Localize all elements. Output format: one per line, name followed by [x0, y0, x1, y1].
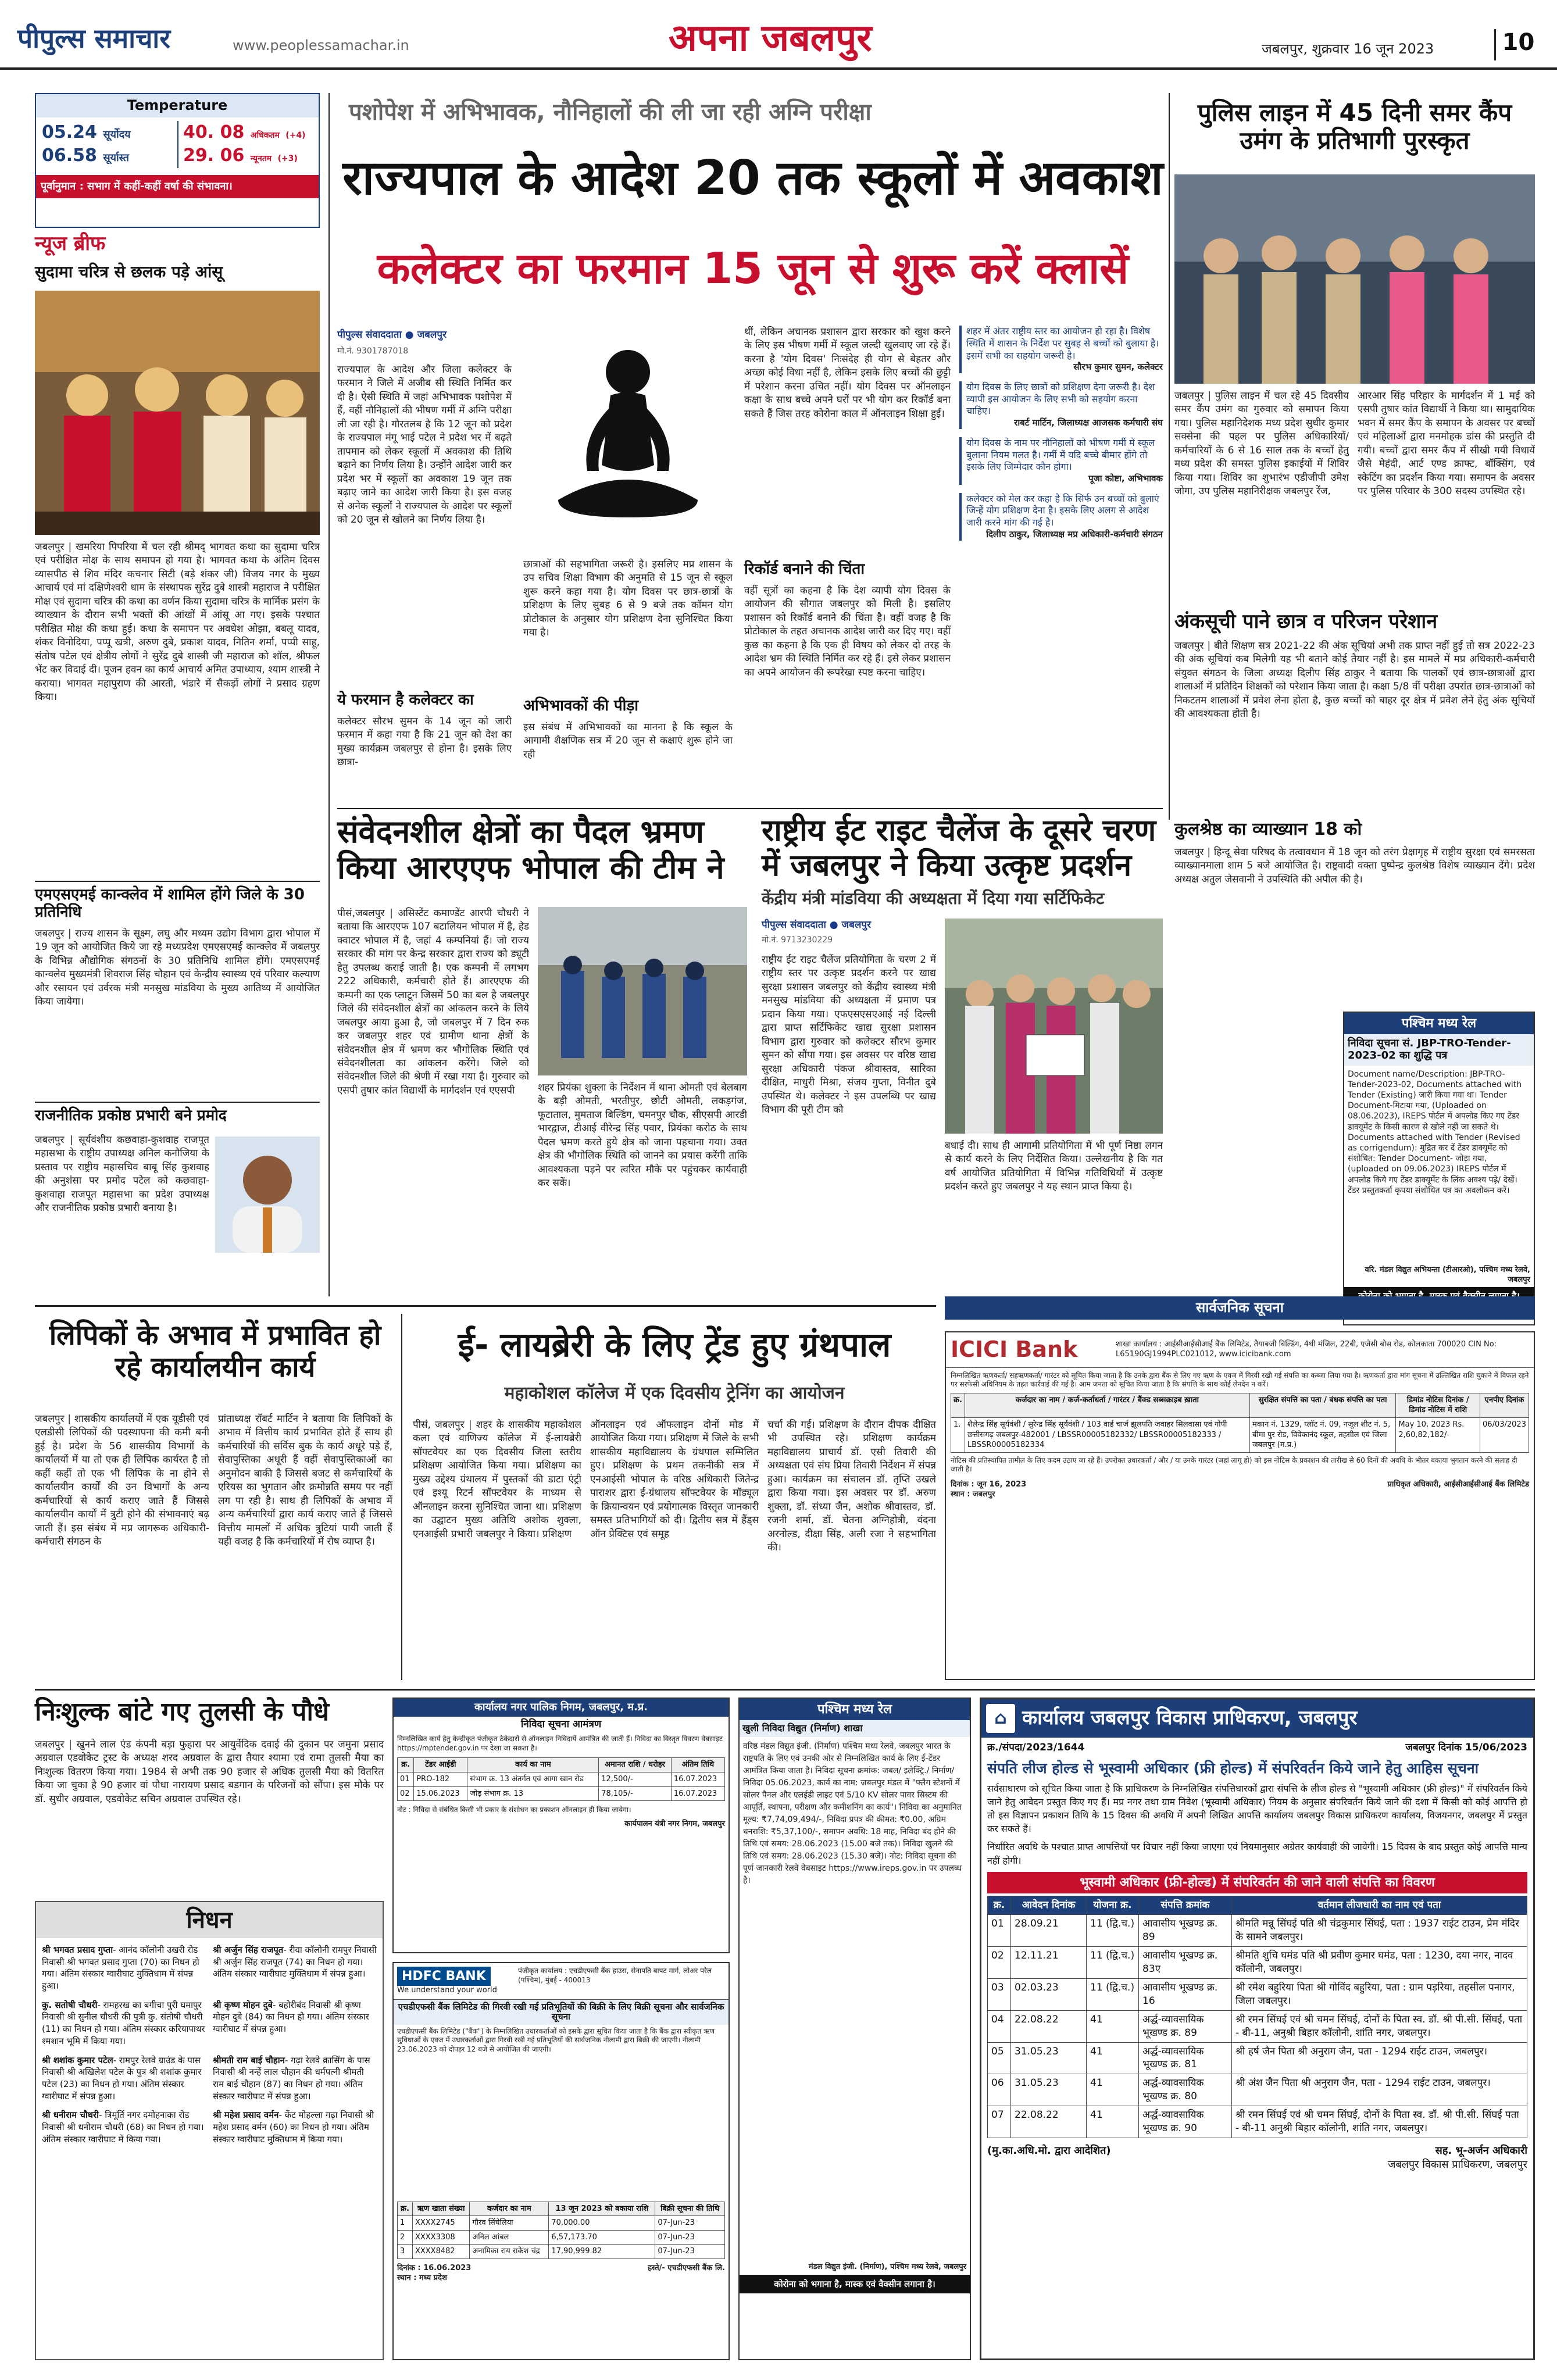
hdfc-logo: HDFC BANK [397, 1967, 491, 1986]
col-header: टेंडर आईडी [414, 1758, 467, 1773]
rpf-march-photo [538, 907, 747, 1075]
table-row [988, 1946, 1527, 1978]
police-headline: पुलिस लाइन में 45 दिनी समर कैंप उमंग के प्रतिभागी पुरस्कृत [1197, 98, 1512, 155]
cell: शैलेन्द्र सिंह सूर्यवंशी / सुरेन्द्र सिंह सूर्यवंशी / 103 वार्ड चार्ज झूलपति जवाहर सिलवासा एवं गोपी छत्तीसगढ़ जबलपुर-482001 / LBSSR00005182332/ LBSSR00005182333 / LBSSR00005182334 [965, 1417, 1249, 1452]
col-header: सुरक्षित संपत्ति का पता / बंधक संपत्ति का पता [1249, 1393, 1395, 1417]
cell: श्रीमति मन्नू सिंघई पति श्री चंद्रकुमार सिंघई, पता : 1937 राईट टाउन, प्रेम मंदिर के सामने जबलपुर। [1232, 1915, 1527, 1947]
nidhan-name: श्रीमती राम बाई चौहान [213, 2054, 285, 2065]
hdfc-sign: हस्ते/- एचडीएफसी बैंक लि. [648, 2263, 725, 2272]
quote-column [959, 326, 1163, 796]
quote-text: शहर में अंतर राष्ट्रीय स्तर का आयोजन हो रहा है। विशेष स्थिति में शासन के निर्देश पर सुबह से बच्चों को बुलाया है। इसमें सभी का सहयोग जरूरी है। [966, 326, 1159, 361]
table-header [951, 1393, 1529, 1417]
cell: 28.09.21 [1011, 1915, 1087, 1947]
cell: 12,500/- [599, 1772, 672, 1786]
rail2-sign: मंडल विद्युत इंजी. (निर्माण), पश्चिम मध्य रेलवे, जबलपुर [808, 2262, 966, 2271]
nidhan-name: श्री महेश प्रसाद वर्मन [213, 2110, 279, 2121]
quote-text: योग दिवस के लिए छात्रों को प्रशिक्षण देना जरूरी है। देश व्यापी इस आयोजन के लिए सभी को सहयोग करना चाहिए। [966, 381, 1155, 417]
cell: मकान नं. 1329, प्लॉट नं. 09, नजूल शीट नं. 5, बीमा पुर रोड, विवेकानंद स्कूल, तहसील एवं जिला जबलपुर (म.प्र.) [1249, 1417, 1395, 1452]
library-headline: ई- लायब्रेरी के लिए ट्रेंड हुए ग्रंथपाल [458, 1325, 891, 1364]
quote-author: पूजा कोष्टा, अभिभावक [1088, 473, 1163, 484]
col-header: योजना क्र. [1087, 1896, 1139, 1915]
nidhan-name: श्री कृष्ण मोहन दुबे [213, 1999, 273, 2010]
lead-col-3: थीं, लेकिन अचानक प्रशासन द्वारा सरकार को खुश करने के लिए इस भीषण गर्मी में स्कूल जल्दी खुलवाए जा रहे हैं। करना है 'योग दिवस' निःसंदेह ही योग से बेहतर और अच्छा कोई विधा नहीं है, लेकिन इसके लिए बच्चों की छुट्टी में परेशान करना उचित नहीं। योग दिवस पर ऑनलाइन कक्षा के साथ बच्चे अपने घरों पर भी योग कर रिकॉर्ड बना सकते हैं जिस तरह कोरोना काल में ऑनलाइन शिक्षा हुई। [744, 326, 951, 420]
table-row [988, 2042, 1527, 2074]
brief-h2: एमएसएमई कान्क्लेव में शामिल होंगे जिले के 30 प्रतिनिधि [35, 886, 305, 921]
sunrise-label: सूर्योदय [103, 128, 131, 141]
jda-ref: क्र./संपदा/2023/1644 [987, 1742, 1085, 1753]
hdfc-footer [394, 2261, 728, 2286]
cell: 17,90,999.82 [549, 2245, 655, 2259]
rail2-sub: खुली निविदा विद्युत (निर्माण) शाखा [740, 1720, 970, 1736]
cell: 06/03/2023 [1480, 1417, 1529, 1452]
cell: अर्द्ध-व्यावसायिक भूखण्ड क्र. 89 [1139, 2010, 1232, 2042]
hdfc-title: एचडीएफसी बैंक लिमिटेड की गिरवी रखी गई प्रतिभूतियों की बिक्री के लिए बिक्री सूचना और सार्वजनिक सूचना [394, 2000, 728, 2025]
col-divider [1169, 93, 1170, 820]
table-header [398, 2202, 725, 2216]
cell: 02.03.23 [1011, 1978, 1087, 2010]
anksuchi-headline: अंकसूची पाने छात्र व परिजन परेशान [1174, 610, 1438, 633]
col-header: क्र. [988, 1896, 1011, 1915]
quote-2 [959, 381, 1163, 429]
lead-mobile: मो.नं. 9301787018 [337, 346, 409, 356]
col-header: अमानत राशि / धरोहर [599, 1758, 672, 1773]
brief-h1: सुदामा चरित्र से छलक पड़े आंसू [35, 262, 223, 281]
portrait-graphic [215, 1137, 320, 1253]
cell: श्री हर्ष जैन पिता श्री अनुराग जैन, पता - 1294 राईट टाउन, जबलपुर। [1232, 2042, 1527, 2074]
cell: श्री रमेश बहुरिया पिता श्री गोविंद बहुरिया, पता : ग्राम पड़रिया, तहसील पनागर, जिला जबलपुर। [1232, 1978, 1527, 2010]
divider [35, 1689, 1535, 1691]
sunset-time: 06.58 [42, 145, 97, 166]
hdfc-header [394, 1963, 728, 2000]
lead-subhead-2: अभिभावकों की पीड़ा [523, 697, 638, 714]
cell: 31.05.23 [1011, 2042, 1087, 2074]
photo-graphic [945, 919, 1163, 1134]
icici-place: स्थान : जबलपुर [951, 1489, 995, 1499]
jda-footer [981, 2138, 1533, 2178]
cell: 11 (द्वि.च.) [1087, 1915, 1139, 1947]
icici-sign: प्राधिकृत अधिकारी, आईसीआईसीआई बैंक लिमिटेड [1387, 1480, 1529, 1489]
cell: 41 [1087, 2010, 1139, 2042]
col-header: बिक्री सूचना की तिथि [655, 2202, 725, 2216]
yoga-graphic [523, 326, 733, 558]
table-row [988, 2074, 1527, 2106]
cell: 2 [398, 2230, 413, 2245]
icici-footer [946, 1478, 1534, 1502]
nigam-body: निम्नलिखित कार्य हेतु केन्द्रीकृत पंजीकृत ठेकेदारों से ऑनलाइन निविदायें आमंत्रित की जाती हैं। निविदा का विस्तृत विवरण वेबसाइट https://mptender.gov.in पर देखा जा सकता है। [397, 1735, 723, 1752]
photo-graphic [538, 907, 747, 1075]
cell: 22.08.22 [1011, 2106, 1087, 2138]
rail2-body: वरिष्ठ मंडल विद्युत इंजी. (निर्माण) पश्चिम मध्य रेलवे, जबलपुर भारत के राष्ट्रपति के लिए एवं उनकी ओर से निम्नलिखित कार्य के लिए ई-टेंडर आमंत्रित किया जाता है। निविदा सूचना क्रमांक: जबल/ इलेक्ट्रि./ निर्माण/ निविदा 05.06.2023, कार्य का नाम: जबलपुर मंडल में "फ्लैग स्टेशनों में सोलर पैनल और एलईडी लाइट एवं 5/10 KV सोलर पावर सिस्टम की आपूर्ति, स्थापना, परीक्षण और कमीशनिंग का कार्य"। निविदा का अनुमानित मूल्य: ₹7,74,09,494/-, निविदा प्रपत्र की कीमत: ₹0.00, अग्रिम धनराशि: ₹5,37,100/-, समापन अवधि: 18 माह, निविदा बंद होने की तिथि एवं समय: 28.06.2023 (15.00 बजे तक)। निविदा खुलने की तिथि एवं समय: 28.06.2023 (15.30 बजे)। नोट: निविदा सूचना की पूर्ण जानकारी रेलवे वेबसाइट https://www.ireps.gov.in पर उपलब्ध है। [743, 1741, 962, 1885]
cell: 07-Jun-23 [655, 2216, 725, 2231]
quote-3 [959, 437, 1163, 485]
hdfc-date: दिनांक : 16.06.2023 [397, 2263, 472, 2272]
hdfc-place: स्थान : मध्य प्रदेश [397, 2273, 447, 2282]
table-header [398, 1758, 725, 1773]
jda-sign: सह. भू-अर्जन अधिकारी [1435, 2145, 1527, 2157]
divider [35, 1305, 936, 1307]
eatright-byline: पीपुल्स संवाददाता ● जबलपुर [762, 919, 872, 931]
weather-forecast: पूर्वानुमान : सभाग में कहीं-कहीं वर्षा की संभावना। [36, 175, 319, 198]
cell: 31.05.23 [1011, 2074, 1087, 2106]
weather-title: Temperature [36, 94, 319, 117]
nidhan-item [42, 2054, 206, 2103]
cell: 78,105/- [599, 1786, 672, 1801]
brand-logo: पीपुल्स समाचार [17, 23, 171, 54]
cell: श्री रमन सिंघई एवं श्री चमन सिंघई, दोनों के पिता स्व. डॉ. श्री पी.सी. सिंघई, पता - बी-11, अनुश्री बिहार कॉलोनी, शांति नगर, जबलपुर। [1232, 2010, 1527, 2042]
col-header: कर्जदार का नाम / कर्ज-कर्ताधर्ता / गारंटर / बैंक्ड सब्सक्राइब ख़ाता [965, 1393, 1249, 1417]
rail-tender-title: पश्चिम मध्य रेल [1344, 1013, 1534, 1034]
table-row [398, 1772, 725, 1786]
cell: आवासीय भूखण्ड क्र. 89 [1139, 1915, 1232, 1947]
pramod-patel-photo [215, 1137, 320, 1253]
nidhan-text: - रामपुर रेलवे ग्राउंड के पास निवासी श्री अखिलेश पटेल के पुत्र श्री शशांक कुमार पटेल (23) का निधन हो गया। अंतिम संस्कार ग्वारीघाट में संपन्न हुआ। [42, 2054, 202, 2102]
table-row [398, 1786, 725, 1801]
cell: May 10, 2023 Rs. 2,60,82,182/- [1396, 1417, 1480, 1452]
icici-address: शाखा कार्यालय : आईसीआईसीआई बैंक लिमिटेड, तैयाबजी बिल्डिंग, 4थी मंजिल, 22बी, एजेसी बोस रोड, कोलकाता 700020 CIN No: L65190GJ1994PLC021012, www.icicibank.com [1116, 1339, 1497, 1359]
yoga-silhouette [523, 326, 733, 558]
nidhan-box [35, 1901, 384, 2360]
tulsi-headline: निःशुल्क बांटे गए तुलसी के पौधे [35, 1697, 329, 1727]
lipik-col-2: प्रांताध्यक्ष रॉबर्ट मार्टिन ने बताया कि लिपिकों के अभाव में वित्तीय कार्य प्रभावित होते हैं साथ ही कर्मचारियों की सर्विस बुक के कार्य अधूरे पड़े हैं, सेवापुस्तिका अधूरी हैं वहीं सेवापुस्तिकाओं का अनुमोदन बाकी है जिससे बजट से कर्मचारियों के एरियस का भुगतान और क्रमोन्नति समय पर नहीं लग पा रही है। साथ ही लिपिकों के अभाव में अन्य कर्मचारियों द्वारा कार्य कराए जाते हैं जिससे वित्तीय मामलों में अधिक त्रुटियां पायी जाती हैं यही वजह है कि कर्मचारियों में रोष व्याप्त है। [218, 1413, 392, 1548]
eatright-col-1: राष्ट्रीय ईट राइट चैलेंज प्रतियोगिता के चरण 2 में राष्ट्रीय स्तर पर उत्कृष्ट प्रदर्शन करने पर खाद्य सुरक्षा प्रशासन जबलपुर को केंद्रीय स्वास्थ्य मंत्री मनसुख मांडविया की अध्यक्षता में प्रमाण पत्र प्रदान किया गया। एफएसएसएआई नई दिल्ली द्वारा प्राप्त सर्टिफिकेट खाद्य सुरक्षा प्रशासन विभाग द्वारा गुरुवार को कलेक्टर सौरभ कुमार सुमन को सौंपा गया। इस अवसर पर वरिष्ठ खाद्य सुरक्षा अधिकारी पंकज श्रीवास्तव, सारिका दीक्षित, माधुरी मिश्रा, संजय गुप्ता, विनीत दुबे उपस्थित थे। कलेक्टर ने इस उपलब्धि पर खाद्य विभाग की पूरी टीम को [762, 954, 936, 1116]
page-date: जबलपुर, शुक्रवार 16 जून 2023 [1262, 41, 1434, 57]
anksuchi-body: जबलपुर | बीते शिक्षण सत्र 2021-22 की अंक सूचियां अभी तक प्राप्त नहीं हुई तो सत्र 2022-23 की अंक सूचियां कब मिलेगी यह भी बताने कोई तैयार नहीं है। इस मामले में मप्र अधिकारी-कर्मचारी संयुक्त संगठन के जिला अध्यक्ष दिलीप सिंह ठाकुर ने बताया कि पालकों एवं छात्र-छात्राओं द्वारा शालाओं में प्रतिदिन शिक्षकों को परेशान किया जाता है। कक्षा 5/8 वीं परीक्षा उपरांत छात्र-छात्राओं को निकटतम शालाओं में प्रवेश लेना होता है, कुछ बच्चों को बाहर दूर क्षेत्र में प्रवेश लेने हेतु अंक सूचियों की आवश्यकता होती है। [1174, 640, 1535, 720]
cell: 41 [1087, 2106, 1139, 2138]
library-subhead: महाकोशल कॉलेज में एक दिवसीय ट्रेनिंग का आयोजन [504, 1383, 845, 1403]
min-label: न्यूनतम [250, 154, 272, 164]
max-temp: 40. 08 [183, 121, 245, 142]
cell: 3 [398, 2245, 413, 2259]
divider [35, 881, 320, 882]
quote-author: दिलीप ठाकुर, जिलाध्यक्ष मप्र अधिकारी-कर्मचारी संगठन [986, 529, 1163, 540]
cell: 11 (द्वि.च.) [1087, 1978, 1139, 2010]
library-col-3: चर्चा की गई। प्रशिक्षण के दौरान दीपक दीक्षित भी उपस्थित रहे। प्रशिक्षण कार्यक्रम महाविद्यालय प्राचार्य डॉ. एसी तिवारी की अध्यक्षता एवं संघ प्रिया तिवारी निर्देशन में संपन्न हुआ। कार्यक्रम का संचालन डॉ. तृप्ति उखले द्वारा किया गया। इस अवसर पर डॉ. अरुण शुक्ला, डॉ. संध्या जैन, अशोक श्रीवास्तव, डॉ. रजनी शर्मा, डॉ. चेतना अग्निहोत्री, वंदना अरनोल्ड, दीक्षा सिंह, अली रजा ने सहभागिता की। [767, 1419, 936, 1554]
cell: आवासीय भूखण्ड क्र. 16 [1139, 1978, 1232, 2010]
cell: 02 [988, 1946, 1011, 1978]
divider [35, 1102, 320, 1103]
library-col-1: पीसं, जबलपुर | शहर के शासकीय महाकोशल कला एवं वाणिज्य कॉलेज में ई-लायब्रेरी सॉफ्टवेयर का एक दिवसीय जिला स्तरीय प्रशिक्षण आयोजित किया गया। प्रशिक्षण का मुख्य उद्देश्य ग्रंथालय में पुस्तकों की डाटा एंट्री एवं इश्यू रिटर्न सॉफ्टवेयर के माध्यम से ऑनलाइन करना सुनिश्चित जाना था। प्रशिक्षण का उद्घाटन मुख्य अतिथि अशोक शुक्ला, एनआईसी प्रभारी जबलपुर ने किया। प्रशिक्षण [413, 1419, 581, 1540]
nidhan-name: श्री शशांक कुमार पटेल [42, 2054, 113, 2065]
lead-byline: पीपुल्स संवाददाता ● जबलपुर [337, 329, 447, 341]
icici-intro: निम्नलिखित ऋणकर्ता/ सहऋणकर्ता/ गारंटर को सूचित किया जाता है कि उनके द्वारा बैंक से लिए गए ऋण के एवज में गिरवी रखी गई संपत्ति का कब्जा लिया गया है। ऋणकर्ता द्वारा मांग सूचना में उल्लिखित राशि चुकाने में विफल रहने पर सरफेसी अधिनियम के तहत कार्रवाई की गई है। आम जनता को सूचित किया जाता है कि संपत्ति के साथ कोई लेनदेन न करें। [951, 1371, 1529, 1389]
cell: श्री रमन सिंघई एवं श्री चमन सिंघई, दोनों के पिता स्व. डॉ. श्री पी.सी. सिंघई पता - बी-11 अनुश्री बिहार कॉलोनी, शांति नगर, जबलपुर। [1232, 2106, 1527, 2138]
lead-headline-2: कलेक्टर का फरमान 15 जून से शुरू करें क्लासें [377, 244, 1129, 294]
table-row [988, 1978, 1527, 2010]
col-header: कार्य का नाम [467, 1758, 599, 1773]
nidhan-list [36, 1938, 383, 2151]
jda-header [981, 1699, 1533, 1738]
nidhan-name: श्री अर्जुन सिंह राजपूत [213, 1945, 284, 1955]
table-row [988, 2106, 1527, 2138]
col-divider [401, 1314, 402, 1680]
eatright-col-2: बधाई दी। साथ ही आगामी प्रतियोगिता में भी पूर्ण निष्ठा लगन से कार्य करने के लिए निर्देशित किया। उल्लेखनीय है कि गत वर्ष आयोजित प्रतियोगिता में विभिन्न गतिविधियों में उत्कृष्ट प्रदर्शन करते हुए जबलपुर ने यह स्थान प्राप्त किया है। [945, 1140, 1163, 1193]
cell: 16.07.2023 [671, 1786, 724, 1801]
quote-4 [959, 493, 1163, 541]
rail-tender-2 [738, 1698, 971, 2360]
col-header: आवेदन दिनांक [1011, 1896, 1087, 1915]
cell: 22.08.22 [1011, 2010, 1087, 2042]
cell: श्रीमति शुचि घमंड पति श्री प्रवीण कुमार घमंड, पता : 1230, दया नगर, नादव कॉलोनी, जबलपुर। [1232, 1946, 1527, 1978]
cell: XXXX3308 [412, 2230, 469, 2245]
lipik-col-1: जबलपुर | शासकीय कार्यालयों में एक यूडीसी एवं एलडीसी लिपिकों की पदस्थापना की कमी बनी हुई है। प्रदेश के 56 शासकीय विभागों के कार्यालयों में या तो एक ही लिपिक कार्यरत है तो कहीं कहीं तो एक भी लिपिक के ना होने से कार्यालयीन कार्यों की उन विभागों के अन्य कर्मचारियों से कार्य कराए जाते हैं जिससे कार्यालयीन कार्यों में त्रुटी होने की संभावनाएं बढ़ जाती हैं। इस संबंध में मप्र जागरूक अधिकारी-कर्मचारी संगठन के [35, 1413, 209, 1548]
nidhan-item [42, 1944, 206, 1992]
hdfc-table [397, 2202, 725, 2259]
nidhan-name: श्री भगवत प्रसाद गुप्ता [42, 1945, 113, 1955]
table-row [988, 1915, 1527, 1947]
sunset-label: सूर्यास्त [103, 152, 129, 165]
col-header: क्र. [951, 1393, 965, 1417]
cell: 6,57,173.70 [549, 2230, 655, 2245]
rail-tender-sub: निविदा सूचना सं. JBP-TRO-Tender-2023-02 का शुद्धि पत्र [1344, 1034, 1534, 1065]
lead-headline: राज्यपाल के आदेश 20 तक स्कूलों में अवकाश [342, 151, 1163, 206]
lead-col-1: राज्यपाल के आदेश और जिला कलेक्टर के फरमान ने जिले में अजीब सी स्थिति निर्मित कर दी है। ऐसी स्थिति में जहां अभिभावक पशोपेश में हैं, वहीं नौनिहालों की भीषण गर्मी में अग्नि परीक्षा ली जा रही है। गौरतलब है कि 12 जून को प्रदेश के राज्यपाल मंगू भाई पटेल ने प्रदेश भर में बढ़ते तापमान को लेकर स्कूलों में अवकाश की तिथि बढ़ाने का निर्णय लिया है। उन्होंने आदेश जारी कर प्रदेश भर में स्कूलों का अवकाश 19 जून तक बढ़ाए जाने का आदेश जारी किया है। इस वजह से अनेक स्कूलों ने राज्यपाल के आदेश पर स्कूलों को 20 जून से खोलने का निर्णय लिया है। [337, 364, 512, 526]
divider [337, 808, 1163, 809]
icici-notice [945, 1331, 1535, 1680]
table-row [988, 2010, 1527, 2042]
jda-para-2: निर्धारित अवधि के पश्चात प्राप्त आपत्तियों पर विचार नहीं किया जाएगा एवं नियमानुसार अग्रेतर कार्यवाही की जावेगी। 15 दिवस के बाद प्रस्तुत कोई आपत्ति मान्य नहीं होगी। [987, 1841, 1527, 1866]
cell: 11 (द्वि.च.) [1087, 1946, 1139, 1978]
nigam-sign: कार्यपालन यंत्री नगर निगम, जबलपुर [624, 1819, 725, 1828]
cell: 41 [1087, 2042, 1139, 2074]
cell: 07 [988, 2106, 1011, 2138]
cell: 03 [988, 1978, 1011, 2010]
cell: 12.11.21 [1011, 1946, 1087, 1978]
cell: अनामिका राय राकेश चंद्र [470, 2245, 549, 2259]
photo-graphic [1174, 174, 1535, 384]
nidhan-item [213, 1999, 377, 2047]
rail-tender-body: Document name/Description: JBP-TRO-Tender-2023-02, Documents attached with Tender (Existing) जारी किया गया था। Tender Document-मिटाया गया, (Uploaded on 08.06.2023), IREPS पोर्टल में अपलोड किए गए टेंडर डाक्यूमेंट के किसी कारण से खोले नहीं जा सकते थे। Documents attached with Tender (Revised as corrigendum): मुद्रित कर दें टेंडर डाक्यूमेंट को संशोधित: Tender Document- जोड़ा गया, (uploaded on 09.06.2023) IREPS पोर्टल में अपलोड किये गए टेंडर डाक्यूमेंट के लिंक अवश्य पढ़े/ देखें। टेंडर प्रस्तुतकर्ता कृपया संशोधित पत्र का अवलोकन करें। [1348, 1069, 1522, 1195]
lead-col-1b: कलेक्टर सौरभ सुमन के 14 जून को जारी फरमान में कहा गया है कि 21 जून को देश का मुख्य कार्यक्रम जबलपुर से होना है। इसके लिए छात्रा- [337, 716, 512, 769]
jda-date: जबलपुर दिनांक 15/06/2023 [1405, 1742, 1527, 1753]
page-number: 10 [1494, 29, 1541, 60]
cell: अर्द्ध-व्यावसायिक भूखण्ड क्र. 80 [1139, 2074, 1232, 2106]
quote-text: कलेक्टर को मेल कर कहा है कि सिर्फ उन बच्चों को बुलाएं जिन्हें योग प्रशिक्षण देना है। इसके लिए अलग से आदेश जारी करने मांग की गई है। [966, 492, 1159, 528]
jda-table-title: भूस्वामी अधिकार (फ्री-होल्ड) में संपरिवर्तन की जाने वाली संपत्ति का विवरण [987, 1872, 1527, 1893]
bhagwat-katha-photo [35, 291, 320, 535]
lipik-headline: लिपिकों के अभाव में प्रभावित हो रहे कार्यालयीन कार्य [49, 1319, 381, 1384]
section-title: अपना जबलपुर [669, 17, 872, 60]
col-header: वर्तमान लीजधारी का नाम एवं पता [1232, 1896, 1527, 1915]
public-notice [945, 1296, 1535, 1320]
col-header: 13 जून 2023 को बकाया राशि [549, 2202, 655, 2216]
cell: 01 [988, 1915, 1011, 1947]
rpf-headline: संवेदनशील क्षेत्रों का पैदल भ्रमण किया आरएएफ भोपाल की टीम ने [337, 813, 724, 887]
min-temp: 29. 06 [183, 145, 245, 166]
rail2-footer: कोरोना को भगाना है, मास्क एवं वैक्सीन लगाना है। [740, 2275, 970, 2293]
cell: श्री अंश जैन पिता श्री अनुराग जैन, पता - 1294 राईट टाउन, जबलपुर। [1232, 2074, 1527, 2106]
nidhan-text: - रामहरख का बगीचा पुरी घमापुर निवासी श्री सुनील चौधरी की पुत्री कु. संतोषी चौधरी (11) का निधन हो गया। अंतिम संस्कार करियापाथर श्मशान भूमि में किया गया। [42, 1999, 205, 2046]
cell: 16.07.2023 [671, 1772, 724, 1786]
masthead [0, 0, 1557, 70]
cell: 70,000.00 [549, 2216, 655, 2231]
site-url[interactable]: www.peoplessamachar.in [233, 37, 409, 53]
table-header [988, 1896, 1527, 1915]
jda-table-wrap [981, 1896, 1533, 2138]
jda-logo-icon: ⌂ [986, 1704, 1015, 1733]
cell: संभाग क्र. 13 अंतर्गत एवं आगा खान रोड [467, 1772, 599, 1786]
public-notice-title: सार्वजनिक सूचना [1196, 1299, 1284, 1316]
cell: 06 [988, 2074, 1011, 2106]
eatright-mobile: मो.नं. 9713230229 [762, 935, 833, 945]
table-row [398, 2245, 725, 2259]
rail2-title: पश्चिम मध्य रेल [740, 1699, 970, 1720]
cell: 15.06.2023 [414, 1786, 467, 1801]
eatright-headline: राष्ट्रीय ईट राइट चैलेंज के दूसरे चरण में जबलपुर ने किया उत्कृष्ट प्रदर्शन [762, 813, 1156, 883]
nidhan-item [213, 2109, 377, 2145]
nigam-title: कार्यालय नगर पालिक निगम, जबलपुर, म.प्र. [394, 1699, 728, 1717]
rpf-col-1: पीसं,जबलपुर | असिस्टेंट कमाण्डेंट आरपी चौधरी ने बताया कि आरएएफ 107 बटालियन भोपाल में है, हेड क्वाटर भोपाल में है, जहां 4 कम्पनियां हैं। जो राज्य सरकार की मांग पर केन्द्र सरकार द्वारा राज्य को ड्यूटी हेतु उपलब्ध कराई जाती है। एक कम्पनी में लगभग 222 अधिकारी, कर्मचारी होते हैं। आरएएफ की कम्पनी का एक प्लाटून जिसमें 50 का बल है जबलपुर जिले की संवेदनशील क्षेत्रों का आंकलन करने के लिये जबलपुर आया हुआ है, जो जबलपुर में 7 दिन रुक कर जबलपुर शहर एवं ग्रामीण थाना क्षेत्रों के संवेदनशील क्षेत्र में भ्रमण कर भौगोलिक स्थिति एवं संवेदनशीलता का आंकलन करेंगे। जिले को संवेदनशील जिले की श्रेणी में रखा गया है। गुरुवार को एसपी तुषार कांत विद्यार्थी के मार्गदर्शन एवं एएसपी [337, 907, 529, 1096]
eatright-subhead: केंद्रीय मंत्री मांडविया की अध्यक्षता में दिया गया सर्टिफिकेट [762, 889, 1105, 908]
weather-box [35, 93, 320, 228]
col-header: एनपीए दिनांक [1480, 1393, 1529, 1417]
nidhan-title: निधन [36, 1902, 383, 1938]
cell: 07-Jun-23 [655, 2230, 725, 2245]
jda-table [987, 1896, 1527, 2138]
nidhan-item [42, 2109, 206, 2145]
nidhan-item [213, 2054, 377, 2103]
weather-row [36, 117, 319, 171]
max-label: अधिकतम [250, 130, 280, 140]
hdfc-tagline: We understand your world [397, 1986, 497, 1995]
hdfc-table-wrap [394, 2199, 728, 2261]
cell: 07-Jun-23 [655, 2245, 725, 2259]
cell: अर्द्ध-व्यावसायिक भूखण्ड क्र. 90 [1139, 2106, 1232, 2138]
col-header: क्र. [398, 2202, 413, 2216]
nidhan-text: - त्रिमूर्ति नगर दमोहनाका रोड निवासी श्री धनीराम चौधरी (68) का निधन हो गया। अंतिम संस्कार ग्वारीघाट में किया गया। [42, 2110, 204, 2145]
cell: PRO-182 [414, 1772, 467, 1786]
cell: XXXX8482 [412, 2245, 469, 2259]
library-col-2: ऑनलाइन एवं ऑफलाइन दोनों मोड में आयोजित किया गया। प्रशिक्षण में जिले के सभी शासकीय महाविद्यालय के ग्रंथपाल सम्मिलित हुए। प्रशिक्षण के प्रथम तकनीकी सत्र में एनआईसी भोपाल के वरिष्ठ अधिकारी जितेन्द्र पाराशर द्वारा ई-ग्रंथालय सॉफ्टवेयर के मॉड्यूल के क्रियान्वयन एवं प्रयोगात्मक विस्तृत जानकारी समस्त प्रतिभागियों को दी। द्वितीय सत्र में हैंड्स ऑन प्रेक्टिस एवं समूह [590, 1419, 759, 1540]
cell: जोड़ संभाग क्र. 13 [467, 1786, 599, 1801]
brief-tag: न्यूज ब्रीफ [35, 232, 106, 255]
brief-p2: जबलपुर | राज्य शासन के सूक्ष्म, लघु और मध्यम उद्योग विभाग द्वारा भोपाल में 19 जून को आयोजित किये जा रहे मध्यप्रदेश एमएसएमई कान्क्लेव में जबलपुर के विभिन्न औद्योगिक संगठनों के 30 प्रतिनिधि शामिल होंगे। एमएसएमई कान्क्लेव मुख्यमंत्री शिवराज सिंह चौहान एवं केन्द्रीय स्वास्थ्य एवं परिवार कल्याण और रसायन एवं उर्वरक मंत्री मनसुख मांडविया के मुख्य आतिथ्य में आयोजित किया जायेगा। [35, 928, 320, 1008]
col-header: कर्जदार का नाम [470, 2202, 549, 2216]
brief-p3: जबलपुर | सूर्यवंशीय कछवाहा-कुशवाह राजपूत महासभा के राष्ट्रीय उपाध्यक्ष अनिल कनौजिया के प्रस्ताव पर राष्ट्रीय महासचिव बाबू सिंह कुशवाह की अनुशंसा पर प्रमोद पटेल को कछवाहा-कुशवाहा राजपूत महासभा का प्रदेश उपाध्यक्ष और राजनीतिक प्रकोष्ठ प्रभारी बनाया है। [35, 1134, 209, 1214]
col-header: क्र. [398, 1758, 414, 1773]
quote-1 [959, 326, 1163, 373]
table-row [398, 2230, 725, 2245]
nigam-notice [392, 1698, 730, 1953]
cell: 01 [398, 1772, 414, 1786]
rail-tender-notice [1343, 1012, 1535, 1325]
nidhan-name: श्री धनीराम चौधरी [42, 2110, 99, 2121]
icici-note: नोटिस की प्रतिस्थापित तामील के लिए कदम उठाए जा रहे हैं। उपरोक्त उधारकर्ता / और / या उनके गारंटर (जहां लागू हो) को इस नोटिस के प्रकाशन की तारीख से 60 दिनों की अवधि के भीतर बकाया भुगतान करने की सलाह दी जाती है। [951, 1456, 1517, 1474]
lead-subhead-3: रिकॉर्ड बनाने की चिंता [744, 560, 865, 578]
jda-notice [980, 1698, 1535, 2360]
jda-headline: संपति लीज होल्ड से भूस्वामी अधिकार (फ्री होल्ड) में संपरिवर्तन किये जाने हेतु आहिस सूचना [987, 1759, 1479, 1777]
col-header: डिमांड नोटिस दिनांक / डिमांड नोटिस में राशि [1396, 1393, 1480, 1417]
jda-title: कार्यालय जबलपुर विकास प्राधिकरण, जबलपुर [1022, 1706, 1358, 1730]
kulshreshtha-headline: कुलश्रेष्ठ का व्याख्यान 18 को [1174, 819, 1362, 839]
min-delta: (+3) [277, 154, 298, 164]
jda-para-1: सर्वसाधारण को सूचित किया जाता है कि प्राधिकरण के निम्नलिखित संपत्तिधारकों द्वारा संपत्ति के लीज होल्ड से "भूस्वामी अधिकार (फ्री होल्ड)" में संपरिवर्तन किये जाने हेतु आवेदन प्रस्तुत किए गए हैं। मप्र नगर तथा ग्राम निवेश (भूस्वामी अधिकार) नियम के अनुसार संपरिवर्तन किये जाने की दशा में किसी को कोई आपत्ति हो तो इस विज्ञापन प्रकाशन तिथि के 15 दिवस की अवधि में अपनी लिखित आपत्ति कार्यालय जबलपुर विकास प्राधिकरण कार्यालय, विजयनगर, जबलपुर में प्रस्तुत कर सकते हैं। [987, 1782, 1527, 1835]
cell: 1. [951, 1417, 965, 1452]
cell: 1 [398, 2216, 413, 2231]
icici-table-wrap [946, 1393, 1534, 1453]
nigam-table [397, 1757, 725, 1801]
rail-tender-sign: वरि. मंडल विद्युत अभियन्ता (टीआरओ), पश्चिम मध्य रेलवे, जबलपुर [1365, 1265, 1530, 1284]
cell: अनिल आंबल [470, 2230, 549, 2245]
police-col-2: आरआर सिंह परिहार के मार्गदर्शन में 1 मई को एसपी तुषार कांत विद्यार्थी ने किया था। सामुदायिक भवन में समर कैंप के समापन के अवसर पर बच्चों एवं महिलाओं द्वारा मनमोहक डांस की प्रस्तुति दी गयी। बच्चों द्वारा समर कैंप में सीखी गयी विधायें जैसे मेहंदी, आर्ट एण्ड क्राफ्ट, बॉक्सिंग, एवं स्केटिंग का प्रदर्शन किया गया। समापन के अवसर पर पुलिस परिवार के 300 सदस्य उपस्थित रहे। [1358, 390, 1535, 498]
nidhan-text: - केंट मोहल्ला गढ़ा निवासी श्री महेश प्रसाद वर्मन (60) का निधन हो गया। अंतिम संस्कार ग्वारीघाट मुक्तिधाम में किया गया। [213, 2110, 374, 2145]
nigam-table-wrap [394, 1755, 728, 1803]
cell: आवासीय भूखण्ड क्र. 83ए [1139, 1946, 1232, 1978]
col-header: ऋण खाता संख्या [412, 2202, 469, 2216]
nidhan-text: - गढ़ा रेलवे क्रासिंग के पास निवासी श्री नन्हें लाल चौहान की धर्मपत्नी श्रीमती राम बाई चौहान (87) का निधन हो गया। अंतिम संस्कार ग्वारीघाट में संपन्न हुआ। [213, 2054, 370, 2102]
nidhan-item [213, 1944, 377, 1992]
sunrise-time: 05.24 [42, 121, 97, 142]
nidhan-text: - रीवा कॉलोनी रामपुर निवासी श्री अर्जुन सिंह राजपूत (74) का निधन हो गया। अंतिम संस्कार ग्वारीघाट मुक्तिधाम में संपन्न हुआ। [213, 1945, 377, 1979]
police-camp-photo [1174, 174, 1535, 384]
rpf-col-2: शहर प्रियंका शुक्ला के निर्देशन में थाना ओमती एवं बेलबाग के बड़ी ओमती, भरतीपुर, छोटी ओमती, लकड़गंज, फूटाताल, मुमताज बिल्डिंग, चमनपुर चौक, सीएसपी आरडी भारद्वाज, टीआई वीरेन्द्र सिंह पवार, प्रियंका करोठ के साथ पैदल भ्रमण करते हुये क्षेत्र को जाना पहचाना गया। उक्त क्षेत्र की भौगोलिक स्थिति को जानने का प्रयास करेंगी ताकि आवश्यकता पड़ने पर त्वरित मौके पर पहुंचकर कार्यवाही कर सकें। [538, 1082, 747, 1189]
photo-graphic [35, 291, 320, 535]
certificate-photo [945, 919, 1163, 1134]
jda-sign-org: जबलपुर विकास प्राधिकरण, जबलपुर [1388, 2159, 1527, 2171]
nidhan-text: - आनंद कॉलोनी उखरी रोड निवासी श्री भगवत प्रसाद गुप्ता (70) का निधन हो गया। अंतिम संस्कार ग्वारीघाट मुक्तिधाम में संपन्न हुआ। [42, 1945, 199, 1992]
nigam-note: नोट : निविदा से संबंधित किसी भी प्रकार के संशोधन का प्रकाशन ऑनलाइन ही किया जायेगा। [397, 1806, 631, 1814]
quote-text: योग दिवस के नाम पर नौनिहालों को भीषण गर्मी में स्कूल बुलाना नियम गलत है। गर्मी में यदि बच्चे बीमार होंगे तो इसके लिए जिम्मेदार कौन होगा। [966, 437, 1155, 473]
col-header: अंतिम तिथि [671, 1758, 724, 1773]
icici-header [946, 1332, 1534, 1368]
icici-logo: ICICI Bank [951, 1336, 1078, 1362]
jda-order: (मु.का.अधि.मो. द्वारा आदेशित) [987, 2145, 1111, 2157]
quote-author: सौरभ कुमार सुमन, कलेक्टर [1073, 362, 1163, 373]
lead-col-2b: इस संबंध में अभिभावकों का मानना है कि स्कूल के आगामी शैक्षणिक सत्र में 20 जून से कक्षाएं शुरू होने जा रही [523, 721, 733, 760]
icici-table [951, 1393, 1529, 1453]
lead-subhead-1: ये फरमान है कलेक्टर का [337, 691, 474, 709]
nidhan-item [42, 1999, 206, 2047]
hdfc-body: एचडीएफसी बैंक लिमिटेड ("बैंक") के निम्नलिखित उधारकर्ताओं को इसके द्वारा सूचित किया जाता है कि बैंक द्वारा स्वीकृत ऋण सुविधाओं के एवज में उधारकर्ताओं द्वारा गिरवी रखी गई प्रतिभूतियों की सार्वजनिक नीलामी द्वारा बिक्री की जाएगी। नीलामी 23.06.2023 को दोपहर 12 बजे से आयोजित की जाएगी। [397, 2027, 715, 2053]
lead-kicker: पशोपेश में अभिभावक, नौनिहालों की ली जा रही अग्नि परीक्षा [349, 99, 872, 126]
nidhan-text: - बहोरीबंद निवासी श्री कृष्ण मोहन दुबे (84) का निधन हो गया। अंतिम संस्कार ग्वारीघाट में संपन्न हुआ। [213, 1999, 369, 2035]
tulsi-body: जबलपुर | खुनने लाल एंड कंपनी बड़ा फुहारा पर आयुर्वेदिक दवाई की दुकान पर जमुना प्रसाद अग्रवाल एडवोकेट ट्रस्ट के अध्यक्ष शरद अग्रवाल के द्वारा तैयार श्यामा एवं रामा तुलसी मैया का निःशुल्क वितरण किया गया। 1984 से अभी तक 90 हजार से अधिक तुलसी मैया को वितरित किया जा चुका है 90 हजार वां पौधा नारायण प्रसाद बडगान के परिजनों को सौंपा। इस मौके पर डॉ. सुधीर अग्रवाल, एडवोकेट सचिन अग्रवाल उपस्थित रहे। [35, 1739, 384, 1805]
cell: 04 [988, 2010, 1011, 2042]
icici-date: दिनांक : जून 16, 2023 [951, 1480, 1027, 1489]
col-header: संपत्ति क्रमांक [1139, 1896, 1232, 1915]
max-delta: (+4) [285, 130, 306, 140]
cell: गौरव सिंघेलिया [470, 2216, 549, 2231]
hdfc-brand-block [397, 1967, 513, 1996]
cell: अर्द्ध-व्यावसायिक भूखण्ड क्र. 81 [1139, 2042, 1232, 2074]
cell: 02 [398, 1786, 414, 1801]
kulshreshtha-body: जबलपुर | हिन्दू सेवा परिषद के तत्वावधान में 18 जून को तरंग प्रेक्षागृह में राष्ट्रीय सुरक्षा एवं समरसता व्याख्यानमाला शाम 5 बजे आयोजित है। राष्ट्रवादी वक्ता पुष्पेन्द्र कुलश्रेष्ठ विशेष व्याख्यान देंगे। प्रदेश अध्यक्ष अतुल जेसवानी ने उपस्थिति की अपील की है। [1174, 846, 1535, 885]
jda-sign-block [1388, 2144, 1527, 2172]
brief-p1: जबलपुर | खमरिया पिपरिया में चल रही श्रीमद् भागवत कथा का सुदामा चरित्र एवं परीक्षित मोक्ष के साथ समापन हो गया है। भागवत कथा के अंतिम दिवस व्यासपीठ से शिव मंदिर कचनार सिटी (बड़े शंकर जी) विजय नगर के मुख्य आचार्य एवं मां दक्षिणेश्वरी धाम के संस्थापक सुरेंद्र दुबे शास्त्री महाराज ने परीक्षित मोक्ष एवं सुदामा चरित्र की कथा का वर्णन किया सुदामा चरित्र के मार्मिक प्रसंग के व्याख्यान के दौरान सभी भक्तों की आंखों में आंसू आ गए। इसके पश्चात परीक्षित मोक्ष की कथा हुई। कथा के समापन पर अवधेश ओझा, बबलू यादव, शंकर विनोदिया, पप्पू खत्री, अरुण दुबे, प्रकाश यादव, नितिन शर्मा, पप्पी साहू, संतोष पटेल एवं क्षेत्रीय लोगों ने सुरेंद्र दुबे शास्त्री जी महाराज को शॉल, श्रीफल भेंट कर विदाई दी। पूजन हवन का कार्य आचार्य अमित उपाध्याय, श्याम शास्त्री ने कराया। भागवत महापुराण की आरती, भंडारे में सैकड़ों लोगों ने प्रसाद ग्रहण किया। [35, 541, 320, 703]
table-row [398, 2216, 725, 2231]
nidhan-name: कु. सतोषी चौधरी [42, 1999, 98, 2010]
hdfc-address: पंजीकृत कार्यालय : एचडीएफसी बैंक हाउस, सेनापति बापट मार्ग, लोअर परेल (पश्चिम), मुंबई - 400013 [518, 1967, 712, 1984]
quote-author: राबर्ट मार्टिन, जिलाध्यक्ष आजसक कर्मचारी संघ [1014, 417, 1163, 428]
lead-col-3b: वहीं सूत्रों का कहना है कि देश व्यापी योग दिवस के आयोजन की सौगात जबलपुर को मिली है। इसलिए प्रशासन को रिकॉर्ड बनाने की चिंता है। वहीं वजह है कि प्रोटोकाल के तहत अचानक आदेश जारी कर दिए गए। वहीं कुछ का कहना है कि एक ही विषय को लेकर दो तरह के आदेश भ्रम की स्थिति निर्मित कर रहे हैं। इसे लेकर प्रशासन का अपने आयोजन की रूपरेखा स्पष्ट करना चाहिए। [744, 585, 951, 678]
jda-ref-row [981, 1738, 1533, 1758]
police-col-1: जबलपुर | पुलिस लाइन में चल रहे 45 दिवसीय समर कैंप उमंग का गुरुवार को समापन किया गया। पुलिस महानिदेशक मध्य प्रदेश सुधीर कुमार सक्सेना की पहल पर पुलिस अधिकारियों/कर्मचारियों के 6 से 16 साल तक के बच्चों हेतु मध्य प्रदेश की समस्त पुलिस इकाईयों में शिविर किया गया। शिविर का शुभारंभ एडीजीपी उमेश जोगा, उप पुलिस महानिरीक्षक जबलपुर रेंज, [1174, 390, 1349, 498]
brief-h3: राजनीतिक प्रकोष्ठ प्रभारी बने प्रमोद [35, 1107, 227, 1124]
table-row [951, 1417, 1529, 1452]
hdfc-notice [392, 1962, 730, 2360]
col-divider [328, 93, 330, 1296]
cell: XXXX2745 [412, 2216, 469, 2231]
lead-col-2: छात्राओं की सहभागिता जरूरी है। इसलिए मप्र शासन के उप सचिव शिक्षा विभाग की अनुमति से 15 जून से स्कूल शुरू करने कहा गया है। योग दिवस पर छात्र-छात्रों के प्रशिक्षण के लिए सुबह 6 से 9 बजे तक कॉमन योग प्रोटोकाल के अनुसार योग प्रशिक्षण देना सुनिश्चित किया गया है। [523, 559, 733, 639]
cell: 41 [1087, 2074, 1139, 2106]
nigam-sub: निविदा सूचना आमंत्रण [520, 1718, 602, 1730]
cell: 05 [988, 2042, 1011, 2074]
